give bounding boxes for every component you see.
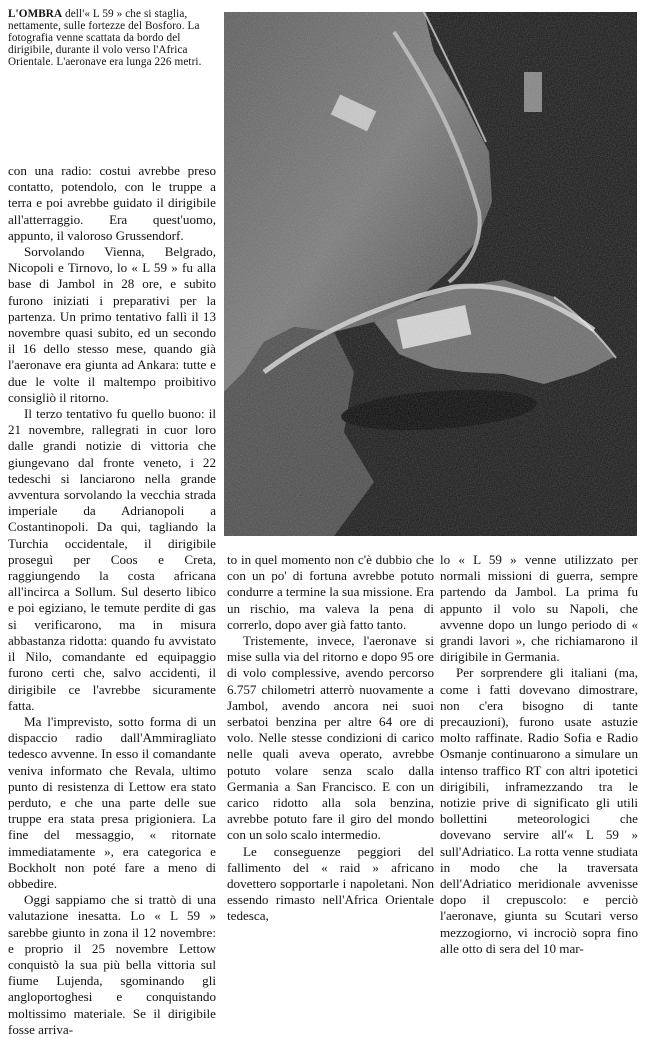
caption-lead: L'OMBRA xyxy=(8,8,63,20)
paragraph: lo « L 59 » venne utilizzato per normali missioni di guerra, sempre partendo da Jambol. La prima fu appunto il volo su Napoli, che avvenne dopo un lungo periodo di « grandi lavori », che richiamarono il dirigibile in Germania. xyxy=(440,552,638,665)
text-column-3 xyxy=(440,552,638,957)
text-column-1 xyxy=(8,163,216,1038)
paragraph: Per sorprendere gli italiani (ma, come i fatti dovevano dimostrare, non c'era bisogno di tante precauzioni), furono usate astuzie molto raffinate. Radio Sofia e Radio Osmanje continuarono a simulare un intenso traffico RT con altri ipotetici dirigibili, inframezzando tra le notizie prive di significato gli utili bollettini meteorologici che dovevano servire all'« L 59 » sull'Adriatico. La rotta venne studiata in modo che la traversata dell'Adriatico meridionale avvenisse dopo il crepuscolo: e perciò l'aeronave, giunta su Scutari verso mezzogiorno, vi incrociò sopra fino alle otto di sera del 10 mar- xyxy=(440,665,638,956)
photo-caption xyxy=(8,8,216,68)
paragraph: to in quel momento non c'è dubbio che con un po' di fortuna avrebbe potuto condurre a termine la sua missione. Era un rischio, ma valeva la pena di correrlo, dopo aver già fatto tanto. xyxy=(227,552,434,632)
aerial-photo xyxy=(224,12,637,536)
aerial-photo-image xyxy=(224,12,637,536)
paragraph: Le conseguenze peggiori del fallimento del « raid » africano dovettero sopportarle i napoletani. Non essendo rimasto nell'Africa Orientale tedesca, xyxy=(227,843,434,924)
paragraph: Il terzo tentativo fu quello buono: il 21 novembre, rallegrati in cuor loro dalle grandi notizie di vittoria che giungevano dal fronte veneto, i 22 tedeschi si lanciarono nella grande avventura sorvolando la vecchia strada imperiale da Adrianopoli a Costantinopoli. Da qui, tagliando la Turchia occidentale, il dirigibile proseguì per Coos e Creta, raggiungendo la costa africana all'incirca a Sollum. Sul deserto libico e poi egiziano, le temute perdite di gas si verificarono, ma in misura abbastanza ridotta: quando fu avvistato il Nilo, comandante ed equipaggio furono certi che, salvo accidenti, il dirigibile ce l'avrebbe sicuramente fatta. xyxy=(8,406,216,713)
paragraph: Sorvolando Vienna, Belgrado, Nicopoli e Tirnovo, lo « L 59 » fu alla base di Jambol in 28 ore, e subito furono iniziati i preparativi per la partenza. Un primo tentativo fallì il 13 novembre quasi subito, ed un secondo il 16 dello stesso mese, quando già l'aeronave era giunta ad Ankara: tutte e due le volte il maltempo proibitivo consigliò il ritorno. xyxy=(8,244,216,405)
paragraph: con una radio: costui avrebbe preso contatto, potendolo, con le truppe a terra e poi avrebbe guidato il dirigibile all'atterraggio. Era quest'uomo, appunto, il valoroso Grussendorf. xyxy=(8,163,216,243)
paragraph: Oggi sappiamo che si trattò di una valutazione inesatta. Lo « L 59 » sarebbe giunto in zona il 12 novembre: e proprio il 25 novembre Lettow conquistò la sua più bella vittoria sul fiume Lujenda, sgominando gli angloportoghesi e conquistando moltissimo materiale. Se il dirigibile fosse arriva- xyxy=(8,892,216,1037)
text-column-2 xyxy=(227,552,434,925)
paragraph: Tristemente, invece, l'aeronave si mise sulla via del ritorno e dopo 95 ore di volo complessive, avendo percorso 6.757 chilometri atterrò nuovamente a Jambol, avendo ancora nei suoi serbatoi benzina per altre 64 ore di volo. Nelle stesse condizioni di carico nelle quali aveva operato, avrebbe potuto volare senza scalo dalla Germania a San Francisco. E con un carico ridotto alla sola benzina, avrebbe potuto fare il giro del mondo con un solo scalo intermedio. xyxy=(227,633,434,843)
paragraph: Ma l'imprevisto, sotto forma di un dispaccio radio dall'Ammiragliato tedesco avvenne. In esso il comandante veniva informato che Revala, ultimo punto di resistenza di Lettow era stato perduto, e che una parte delle sue truppe era stata presa prigioniera. La fine del messaggio, « ritornate immediatamente », era categorica e Bockholt non poté fare a meno di obbedire. xyxy=(8,713,216,891)
caption-text: dell'« L 59 » che si staglia, nettamente, sulle fortezze del Bosforo. La fotografia venne scattata da bordo del dirigibile, durante il volo verso l'Africa Orientale. L'aeronave era lunga 226 metri. xyxy=(8,8,202,68)
